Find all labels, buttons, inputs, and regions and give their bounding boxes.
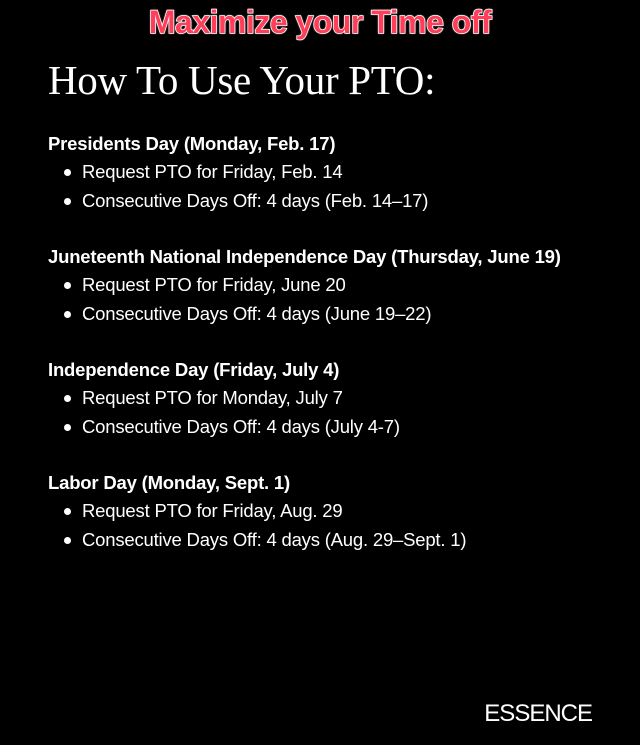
bullet-icon	[64, 508, 71, 515]
bullet-icon	[64, 169, 71, 176]
holiday-heading: Juneteenth National Independence Day (Thursday, June 19)	[48, 246, 561, 267]
request-text: Request PTO for Monday, July 7	[82, 387, 343, 408]
list-item	[62, 413, 608, 442]
bullet-icon	[64, 311, 71, 318]
list-item	[62, 300, 608, 329]
list-item	[62, 497, 608, 526]
bullet-icon	[64, 537, 71, 544]
consecutive-text: Consecutive Days Off: 4 days (Aug. 29–Sept. 1)	[82, 528, 467, 550]
request-text: Request PTO for Friday, Aug. 29	[82, 500, 343, 521]
holiday-list	[48, 130, 608, 582]
holiday-independence-day	[48, 356, 608, 441]
list-item	[62, 384, 608, 413]
bullet-icon	[64, 282, 71, 289]
request-text: Request PTO for Friday, Feb. 14	[82, 161, 343, 182]
list-item	[62, 158, 608, 187]
holiday-presidents-day	[48, 130, 608, 215]
request-text: Request PTO for Friday, June 20	[82, 274, 346, 295]
detail-list	[48, 384, 608, 441]
consecutive-text: Consecutive Days Off: 4 days (July 4-7)	[82, 415, 400, 437]
consecutive-text: Consecutive Days Off: 4 days (June 19–22)	[82, 302, 432, 324]
list-item	[62, 187, 608, 216]
banner	[0, 0, 640, 44]
bullet-icon	[64, 395, 71, 402]
detail-list	[48, 497, 608, 554]
list-item	[62, 271, 608, 300]
list-item	[62, 526, 608, 555]
holiday-heading: Presidents Day (Monday, Feb. 17)	[48, 133, 336, 154]
holiday-heading: Labor Day (Monday, Sept. 1)	[48, 472, 290, 493]
consecutive-text: Consecutive Days Off: 4 days (Feb. 14–17)	[82, 189, 429, 211]
page-title: How To Use Your PTO:	[48, 57, 436, 103]
holiday-heading: Independence Day (Friday, July 4)	[48, 359, 340, 380]
holiday-juneteenth	[48, 243, 608, 328]
banner-text: Maximize your Time off	[148, 4, 492, 40]
holiday-labor-day	[48, 469, 608, 554]
bullet-icon	[64, 424, 71, 431]
bullet-icon	[64, 198, 71, 205]
detail-list	[48, 158, 608, 215]
detail-list	[48, 271, 608, 328]
brand-logo: ESSENCE	[484, 700, 592, 727]
